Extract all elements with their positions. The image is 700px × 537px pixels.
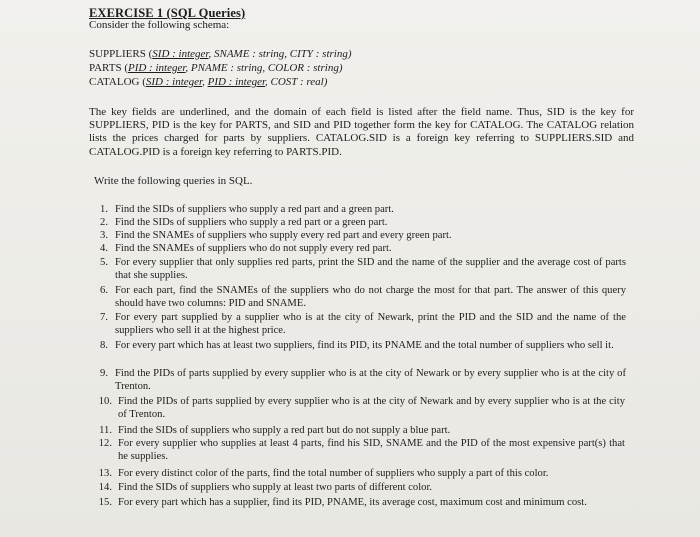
query-text: Find the SIDs of suppliers who supply a red part or a green part. <box>115 217 388 228</box>
query-text: For every part supplied by a supplier who is at the city of Newark, print the PID and the SID and the name of the suppliers who sell it at the highest price. <box>115 312 626 336</box>
schema-catalog-name: CATALOG ( <box>89 76 146 88</box>
query-text: Find the SIDs of suppliers who supply at least two parts of different color. <box>118 482 433 493</box>
query-number: 7. <box>100 312 108 323</box>
schema-intro: Consider the following schema: <box>89 19 230 31</box>
query-number: 6. <box>100 285 108 296</box>
query-number: 10. <box>98 396 112 407</box>
query-number: 3. <box>100 230 108 241</box>
query-number: 13. <box>98 468 112 479</box>
schema-parts-key: PID : integer <box>127 62 186 74</box>
query-text: For every distinct color of the parts, find the total number of suppliers who supply a part of this color. <box>118 468 549 479</box>
query-text: Find the SNAMEs of suppliers who do not supply every red part. <box>115 243 392 254</box>
query-number: 2. <box>100 217 108 228</box>
schema-catalog <box>89 76 327 89</box>
query-number: 12. <box>98 438 112 449</box>
query-text: Find the PIDs of parts supplied by every supplier who is at the city of Newark and by every supplier who is at the city of Trenton. <box>118 396 625 420</box>
query-text: For every part which has a supplier, find its PID, PNAME, its average cost, maximum cost and minimum cost. <box>118 497 587 508</box>
query-text: For each part, find the SNAMEs of the suppliers who do not charge the most for that part. The answer of this query should have two columns: PID and SNAME. <box>115 285 626 309</box>
schema-suppliers-key: SID : integer <box>152 48 209 60</box>
query-text: Find the SNAMEs of suppliers who supply every red part and every green part. <box>115 230 452 241</box>
query-text: Find the SIDs of suppliers who supply a red part but do not supply a blue part. <box>118 425 451 436</box>
schema-suppliers-rest: , SNAME : string, CITY : string) <box>208 48 352 60</box>
schema-suppliers-name: SUPPLIERS ( <box>89 48 153 60</box>
query-number: 14. <box>98 482 112 493</box>
schema-parts-name: PARTS ( <box>89 62 128 74</box>
query-number: 9. <box>100 368 108 379</box>
query-text: For every part which has at least two suppliers, find its PID, its PNAME and the total number of suppliers who sell it. <box>115 340 614 351</box>
query-number: 8. <box>100 340 108 351</box>
query-text: Find the SIDs of suppliers who supply a red part and a green part. <box>115 204 394 215</box>
schema-catalog-key2: PID : integer <box>207 76 266 88</box>
schema-description: The key fields are underlined, and the domain of each field is listed after the field name. Thus, SID is the key for SUPPLIERS, PID is the key for PARTS, and SID and PID together form the key for CATALOG. The CATALOG relation lists the prices charged for parts by suppliers. CATALOG.SID is a foreign key referring to SUPPLIERS.SID and CATALOG.PID is a foreign key referring to PARTS.PID. <box>89 106 634 158</box>
query-number: 5. <box>100 257 108 268</box>
query-number: 4. <box>100 243 108 254</box>
query-text: Find the PIDs of parts supplied by every supplier who is at the city of Newark or by every supplier who is at the city of Trenton. <box>115 368 626 392</box>
schema-catalog-rest: , COST : real) <box>265 76 328 88</box>
query-text: For every supplier that only supplies red parts, print the SID and the name of the supplier and the average cost of parts that she supplies. <box>115 257 626 281</box>
schema-catalog-key1: SID : integer <box>145 76 203 88</box>
schema-parts-rest: , PNAME : string, COLOR : string) <box>185 62 343 74</box>
instruction-text: Write the following queries in SQL. <box>94 175 253 187</box>
schema-catalog-sep: , <box>202 76 208 88</box>
query-text: For every supplier who supplies at least 4 parts, find his SID, SNAME and the PID of the most expensive part(s) that he supplies. <box>118 438 625 462</box>
exercise-title: EXERCISE 1 (SQL Queries) <box>89 6 246 20</box>
query-number: 11. <box>99 425 112 436</box>
schema-parts <box>89 62 342 75</box>
query-number: 15. <box>98 497 112 508</box>
query-number: 1. <box>100 204 108 215</box>
schema-suppliers <box>89 48 352 61</box>
